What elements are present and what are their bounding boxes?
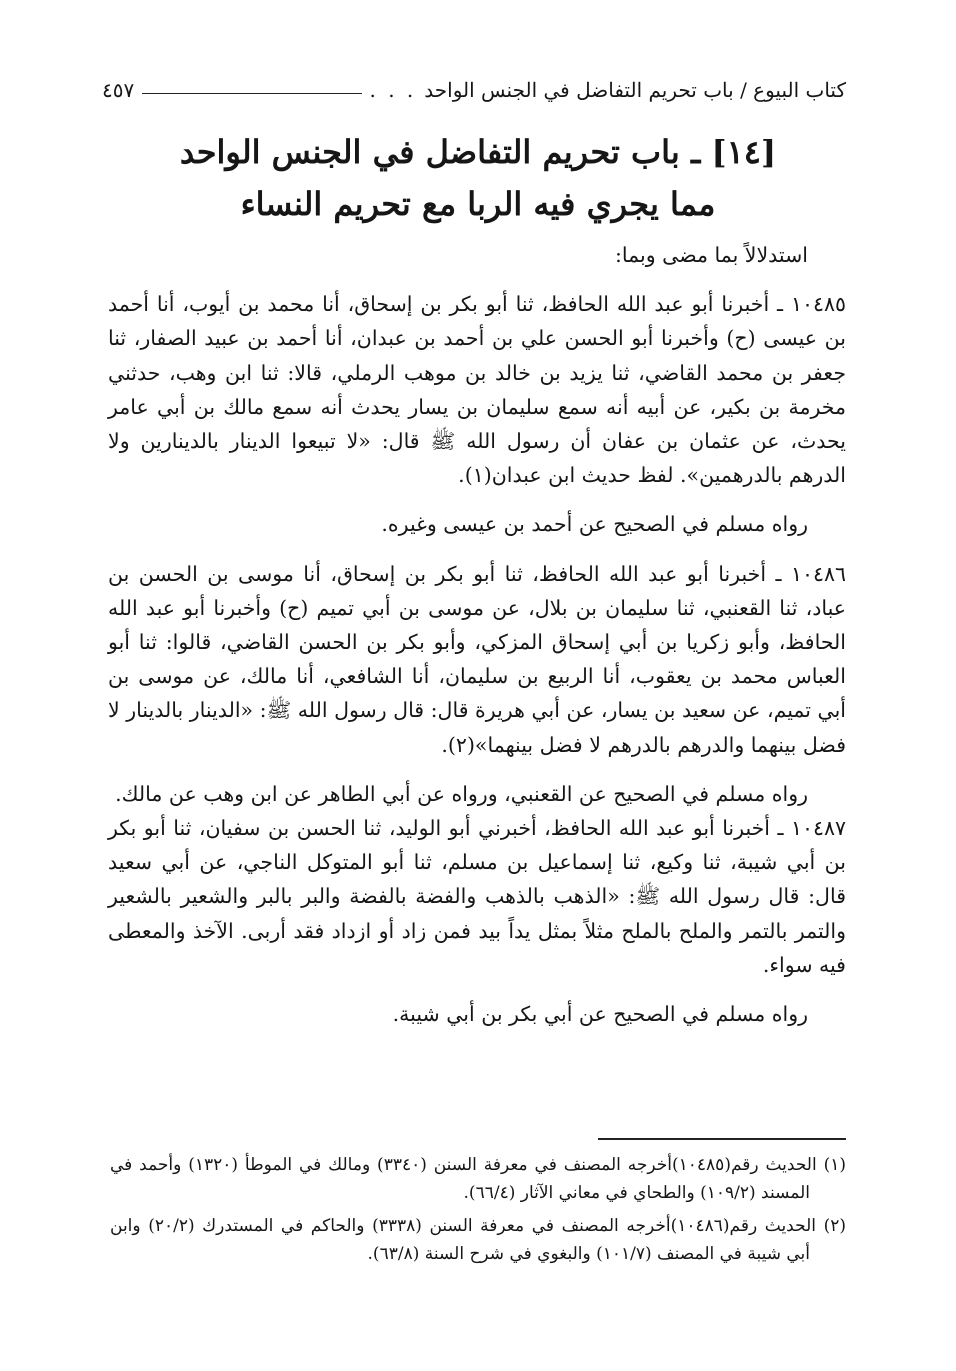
header-dots: . . . — [369, 78, 417, 102]
main-text — [108, 238, 846, 1031]
page-number: ٤٥٧ — [102, 78, 135, 102]
footnote-divider — [598, 1138, 846, 1140]
hadith-10486: ١٠٤٨٦ ـ أخبرنا أبو عبد الله الحافظ، ثنا أبو بكر بن إسحاق، أنا موسى بن الحسن بن عباد، ثنا القعنبي، ثنا سليمان بن بلال، عن موسى بن أبي تميم (ح) وأخبرنا أبو عبد الله الحافظ، وأبو زكريا بن أبي إسحاق المزكي، وأبو بكر بن الحسن القاضي، قالوا: ثنا أبو العباس محمد بن يعقوب، أنا الربيع بن سليمان، أنا الشافعي، أنا مالك، عن موسى بن أبي تميم، عن سعيد بن يسار، عن أبي هريرة قال: قال رسول الله ﷺ: «الدينار بالدينار لا فضل بينهما والدرهم بالدرهم لا فضل بينهما»(٢). — [108, 561, 846, 757]
footnote-1: (١) الحديث رقم(١٠٤٨٥)أخرجه المصنف في معرفة السنن (٣٣٤٠) ومالك في الموطأ (١٣٢٠) وأحمد في المسند (١٠٩/٢) والطحاي في معاني الآثار (٦٦/٤). — [110, 1155, 846, 1203]
footnote-2: (٢) الحديث رقم(١٠٤٨٦)أخرجه المصنف في معرفة السنن (٣٣٣٨) والحاكم في المستدرك (٢٠/٢) وابن أبي شيبة في المصنف (١٠١/٧) والبغوي في شرح السنة (٦٣/٨). — [110, 1216, 846, 1264]
header-rule — [142, 93, 361, 94]
narration-note: رواه مسلم في الصحيح عن أبي بكر بن أبي شيبة. — [392, 1002, 808, 1027]
hadith-10487: ١٠٤٨٧ ـ أخبرنا أبو عبد الله الحافظ، أخبرني أبو الوليد، ثنا الحسن بن سفيان، ثنا أبو بكر بن أبي شيبة، ثنا وكيع، ثنا إسماعيل بن مسلم، ثنا أبو المتوكل الناجي، عن أبي سعيد قال: قال رسول الله ﷺ: «الذهب بالذهب والفضة بالفضة والبر بالبر والشعير بالشعير والتمر بالتمر والملح بالملح مثلاً بمثل يداً بيد فمن زاد أو ازداد فقد أربى. الآخذ والمعطى فيه سواء. — [108, 816, 846, 977]
footnotes — [110, 1152, 846, 1274]
running-header — [102, 72, 846, 108]
intro-paragraph: استدلالاً بما مضى وبما: — [614, 243, 808, 267]
chapter-title: [١٤] ـ باب تحريم التفاضل في الجنس الواحد — [179, 133, 777, 171]
chapter-subtitle: مما يجري فيه الربا مع تحريم النساء — [240, 185, 716, 223]
hadith-10485: ١٠٤٨٥ ـ أخبرنا أبو عبد الله الحافظ، ثنا أبو بكر بن إسحاق، أنا محمد بن أيوب، أنا أحمد بن عيسى (ح) وأخبرنا أبو الحسن علي بن أحمد بن عبدان، أنا أحمد بن عبيد الصفار، ثنا جعفر بن محمد القاضي، ثنا يزيد بن خالد بن موهب الرملي، قالا: ثنا ابن وهب، حدثني مخرمة بن بكير، عن أبيه أنه سمع سليمان بن يسار يحدث أنه سمع مالك بن أبي عامر يحدث، عن عثمان بن عفان أن رسول الله ﷺ قال: «لا تبيعوا الدينار بالدينارين ولا الدرهم بالدرهمين». لفظ حديث ابن عبدان(١). — [108, 292, 846, 488]
narration-note: رواه مسلم في الصحيح عن القعنبي، ورواه عن أبي الطاهر عن ابن وهب عن مالك. — [115, 781, 808, 806]
chapter-heading — [110, 126, 846, 230]
header-title: كتاب البيوع / باب تحريم التفاضل في الجنس الواحد — [424, 78, 846, 102]
narration-note: رواه مسلم في الصحيح عن أحمد بن عيسى وغيره. — [381, 512, 808, 537]
